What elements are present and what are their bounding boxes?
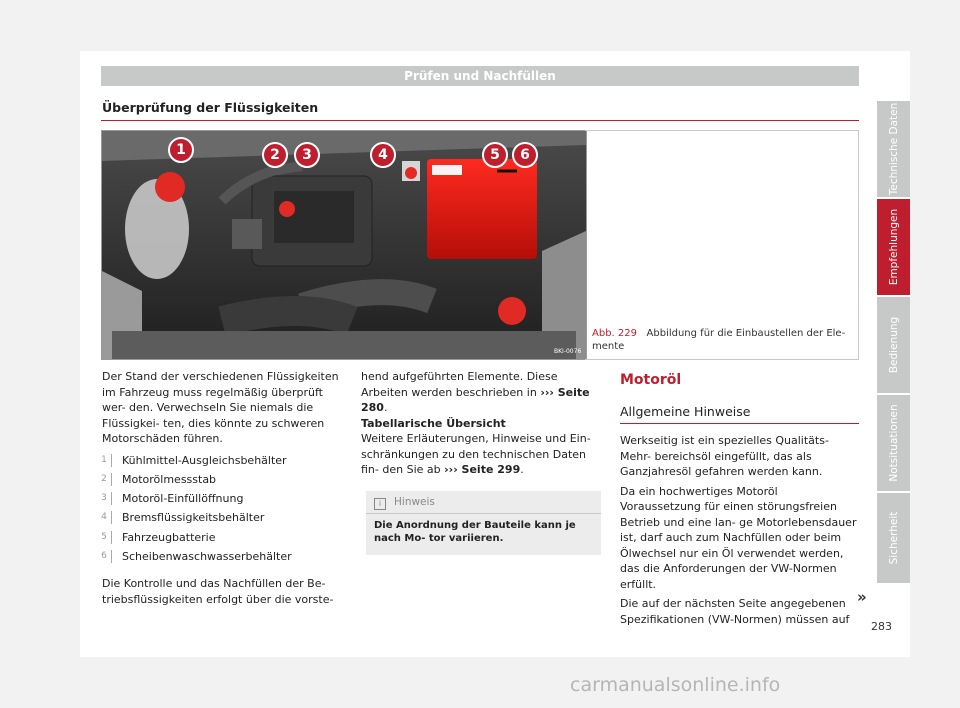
- list-item-label: Bremsflüssigkeitsbehälter: [122, 511, 265, 525]
- col3-paragraph-3: Die auf der nächsten Seite angegebenen Spezifikationen (VW-Normen) müssen auf: [620, 597, 850, 626]
- general-notes-heading: Allgemeine Hinweise: [620, 404, 751, 419]
- col2-subheading: Tabellarische Übersicht: [361, 416, 506, 430]
- list-item: [102, 491, 342, 510]
- col2-period: .: [520, 463, 524, 476]
- list-item-label: Motorölmessstab: [122, 472, 217, 486]
- list-item: [102, 453, 342, 472]
- col2-period: .: [383, 401, 388, 414]
- callout-badge-5: 5: [482, 142, 508, 168]
- col2-text: hend aufgeführten Elemente. Diese Arbeiten werden beschrieben in: [361, 370, 558, 399]
- note-body: Die Anordnung der Bauteile kann je nach Mo- tor variieren.: [374, 520, 576, 544]
- note-header: [366, 491, 601, 514]
- engine-bay-illustration: [102, 131, 586, 359]
- tab-bedienung[interactable]: [877, 297, 910, 393]
- list-item: [102, 510, 342, 529]
- list-item-number: 3: [99, 492, 112, 505]
- callout-badge-3: 3: [294, 142, 320, 168]
- tab-sicherheit[interactable]: [877, 493, 910, 583]
- list-item: [102, 549, 342, 568]
- col2-paragraph-2: [361, 431, 601, 478]
- callout-badge-4: 4: [370, 142, 396, 168]
- tab-label: Sicherheit: [887, 511, 900, 565]
- caption-box: [585, 130, 859, 360]
- info-icon: i: [374, 498, 386, 510]
- list-item-number: 5: [99, 531, 112, 544]
- callout-badge-6: 6: [512, 142, 538, 168]
- watermark: carmanualsonline.info: [570, 674, 781, 696]
- note-title: Hinweis: [394, 496, 435, 508]
- outro-paragraph: Die Kontrolle und das Nachfüllen der Be- triebsflüssigkeiten erfolgt über die vorste-: [102, 577, 334, 606]
- list-item-label: Kühlmittel-Ausgleichsbehälter: [122, 453, 287, 467]
- engine-bay-photo: [101, 130, 587, 360]
- motoroel-heading: Motoröl: [620, 372, 682, 388]
- page-link-299[interactable]: ››› Seite 299: [444, 463, 521, 476]
- header-bar: Prüfen und Nachfüllen: [101, 66, 859, 86]
- list-item-label: Motoröl-Einfüllöffnung: [122, 492, 244, 506]
- col3-paragraph-1: Werkseitig ist ein spezielles Qualitäts-Mehr- bereichsöl eingefüllt, das als Ganzjahresöl gefahren werden kann.: [620, 434, 829, 478]
- tab-notsituationen[interactable]: [877, 395, 910, 491]
- page-link-280[interactable]: ››› Seite 280: [361, 385, 590, 414]
- continue-marker: »: [857, 588, 867, 606]
- section-title: Überprüfung der Flüssigkeiten: [102, 100, 319, 115]
- list-item: [102, 530, 342, 549]
- list-item-label: Scheibenwaschwasserbehälter: [122, 549, 292, 563]
- figure-code: BKI-0076: [554, 348, 582, 355]
- caption-text: Abbildung für die Einbaustellen der Ele- mente: [592, 328, 846, 352]
- callout-badge-1: 1: [168, 137, 194, 163]
- tab-technische-daten[interactable]: [877, 101, 910, 197]
- tab-label: Technische Daten: [887, 102, 900, 196]
- component-list: [102, 453, 342, 569]
- caption-label: Abb. 229: [592, 328, 637, 339]
- column-2: [361, 369, 601, 478]
- figure-caption: [592, 327, 852, 353]
- list-item-number: 1: [99, 454, 112, 467]
- list-item-label: Fahrzeugbatterie: [122, 530, 216, 544]
- page-number: 283: [871, 620, 892, 633]
- list-item-number: 2: [99, 473, 112, 486]
- list-item-number: 6: [99, 550, 112, 563]
- callout-badge-2: 2: [262, 142, 288, 168]
- section-rule: [101, 120, 859, 121]
- list-item: [102, 472, 342, 491]
- intro-paragraph: Der Stand der verschiedenen Flüssigkeiten im Fahrzeug muss regelmäßig überprüft wer- den. Verwechseln Sie niemals die Flüssigkei- ten, dies könnte zu schweren Motorschäden führen.: [102, 370, 339, 445]
- tab-label: Empfehlungen: [887, 208, 900, 286]
- tab-label: Bedienung: [887, 316, 900, 374]
- column-3: [620, 433, 858, 627]
- col2-paragraph-1: [361, 369, 601, 416]
- subheading-rule: [620, 423, 859, 424]
- note-box: [366, 491, 601, 555]
- list-item-number: 4: [99, 511, 112, 524]
- column-1: [102, 369, 342, 607]
- col2-text: Weitere Erläuterungen, Hinweise und Ein- schränkungen zu den technischen Daten fin- den Sie ab: [361, 432, 591, 476]
- tab-label: Notsituationen: [887, 404, 900, 482]
- col3-paragraph-2: Da ein hochwertiges Motoröl Voraussetzung für einen störungsfreien Betrieb und eine lan- ge Motorlebensdauer ist, darf auch zum Nachfüllen oder beim Ölwechsel nur ein Öl verwendet werden, das die Anforderungen der VW-Normen erfüllt.: [620, 484, 857, 591]
- tab-empfehlungen[interactable]: [877, 199, 910, 295]
